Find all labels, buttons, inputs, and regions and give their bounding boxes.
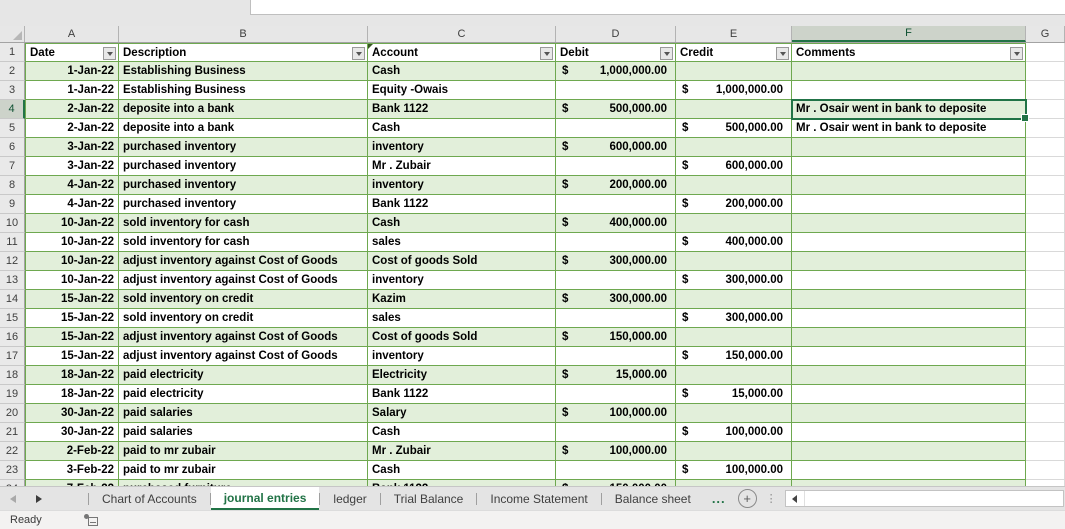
cell-F18[interactable] [792, 366, 1026, 385]
cell-G1[interactable] [1026, 43, 1065, 62]
debit-amount: 100,000.00 [609, 445, 667, 457]
sheet-tab-ledger[interactable]: ledger [333, 491, 367, 506]
cell-A9[interactable]: 4-Jan-22 [25, 195, 119, 214]
cell-F13[interactable] [792, 271, 1026, 290]
currency-symbol: $ [682, 274, 689, 286]
cell-D19[interactable] [556, 385, 676, 404]
cell-F11[interactable] [792, 233, 1026, 252]
cell-E4[interactable] [676, 100, 792, 119]
formula-bar-input[interactable] [250, 0, 1065, 15]
column-header-E[interactable]: E [676, 26, 792, 42]
cell-F6[interactable] [792, 138, 1026, 157]
sheet-tab-income-statement[interactable]: Income Statement [490, 491, 588, 506]
currency-symbol: $ [562, 331, 569, 343]
cell-G20[interactable] [1026, 404, 1065, 423]
cell-C10[interactable]: Cash [368, 214, 556, 233]
cell-B3[interactable]: Establishing Business [119, 81, 368, 100]
credit-amount: 100,000.00 [725, 426, 783, 438]
cell-F7[interactable] [792, 157, 1026, 176]
cell-E19[interactable] [676, 385, 792, 404]
cell-A12[interactable]: 10-Jan-22 [25, 252, 119, 271]
cell-D15[interactable] [556, 309, 676, 328]
cell-C14[interactable]: Kazim [368, 290, 556, 309]
filter-button-comments[interactable] [1010, 47, 1023, 60]
cell-A22[interactable]: 2-Feb-22 [25, 442, 119, 461]
debit-amount: 15,000.00 [615, 369, 667, 381]
cell-B7[interactable]: purchased inventory [119, 157, 368, 176]
cell-B1[interactable] [119, 43, 368, 62]
cell-A5[interactable]: 2-Jan-22 [25, 119, 119, 138]
cell-A17[interactable]: 15-Jan-22 [25, 347, 119, 366]
currency-symbol: $ [682, 198, 689, 210]
cell-B21[interactable]: paid salaries [119, 423, 368, 442]
cell-D16[interactable] [556, 328, 676, 347]
sheet-tab-journal-entries[interactable]: journal entries [211, 487, 320, 510]
cell-F5[interactable]: Mr . Osair went in bank to deposite [792, 119, 1026, 138]
filter-button-date[interactable] [103, 47, 116, 60]
scrollbar-left-arrow-icon[interactable] [786, 491, 805, 506]
column-header-strip [0, 26, 1065, 43]
cell-E14[interactable] [676, 290, 792, 309]
cell-A16[interactable]: 15-Jan-22 [25, 328, 119, 347]
debit-amount: 400,000.00 [609, 217, 667, 229]
cell-A23[interactable]: 3-Feb-22 [25, 461, 119, 480]
column-header-F[interactable]: F [792, 26, 1026, 42]
cell-D10[interactable] [556, 214, 676, 233]
filter-button-debit[interactable] [660, 47, 673, 60]
cell-G9[interactable] [1026, 195, 1065, 214]
cell-D7[interactable] [556, 157, 676, 176]
horizontal-scrollbar[interactable] [785, 490, 1064, 507]
column-header-A[interactable]: A [25, 26, 119, 42]
cell-D22[interactable] [556, 442, 676, 461]
cell-B16[interactable]: adjust inventory against Cost of Goods [119, 328, 368, 347]
cell-B23[interactable]: paid to mr zubair [119, 461, 368, 480]
header-label-comments: Comments [796, 46, 856, 59]
cell-A7[interactable]: 3-Jan-22 [25, 157, 119, 176]
status-bar [0, 510, 1065, 529]
cell-G22[interactable] [1026, 442, 1065, 461]
credit-amount: 500,000.00 [725, 122, 783, 134]
tab-scroll-left-button[interactable] [0, 487, 26, 510]
credit-amount: 400,000.00 [725, 236, 783, 248]
sheet-tab-chart-of-accounts[interactable]: Chart of Accounts [102, 491, 197, 506]
row-header-7[interactable]: 7 [0, 157, 25, 176]
cell-B12[interactable]: adjust inventory against Cost of Goods [119, 252, 368, 271]
cell-G21[interactable] [1026, 423, 1065, 442]
tab-scroll-right-icon [36, 495, 42, 503]
tab-scroll-left-icon [10, 495, 16, 503]
currency-symbol: $ [562, 65, 569, 77]
macro-record-button[interactable] [84, 514, 98, 526]
cell-B9[interactable]: purchased inventory [119, 195, 368, 214]
cell-F4[interactable]: Mr . Osair went in bank to deposite [792, 100, 1026, 119]
currency-symbol: $ [562, 255, 569, 267]
fill-handle[interactable] [1021, 114, 1029, 122]
cell-E21[interactable] [676, 423, 792, 442]
cell-E8[interactable] [676, 176, 792, 195]
cell-E16[interactable] [676, 328, 792, 347]
select-all-corner[interactable] [0, 26, 25, 42]
cell-D18[interactable] [556, 366, 676, 385]
cell-B2[interactable]: Establishing Business [119, 62, 368, 81]
formula-bar-area [0, 0, 1065, 26]
debit-amount: 1,000,000.00 [599, 65, 667, 77]
sheet-tab-bar [0, 486, 1065, 510]
cell-C4[interactable]: Bank 1122 [368, 100, 556, 119]
cell-C5[interactable]: Cash [368, 119, 556, 138]
cell-C3[interactable]: Equity -Owais [368, 81, 556, 100]
cell-E2[interactable] [676, 62, 792, 81]
currency-symbol: $ [682, 160, 689, 172]
cell-A3[interactable]: 1-Jan-22 [25, 81, 119, 100]
cell-A15[interactable]: 15-Jan-22 [25, 309, 119, 328]
cell-D23[interactable] [556, 461, 676, 480]
cell-D8[interactable] [556, 176, 676, 195]
row-header-8[interactable]: 8 [0, 176, 25, 195]
cell-D11[interactable] [556, 233, 676, 252]
cell-E23[interactable] [676, 461, 792, 480]
row-header-17[interactable]: 17 [0, 347, 25, 366]
row-header-13[interactable]: 13 [0, 271, 25, 290]
cell-F15[interactable] [792, 309, 1026, 328]
sheet-tab-trial-balance[interactable]: Trial Balance [393, 491, 464, 506]
cell-G12[interactable] [1026, 252, 1065, 271]
tab-spacer [52, 487, 88, 510]
row-header-11[interactable]: 11 [0, 233, 25, 252]
currency-symbol: $ [562, 407, 569, 419]
cell-B14[interactable]: sold inventory on credit [119, 290, 368, 309]
cell-F14[interactable] [792, 290, 1026, 309]
cell-B22[interactable]: paid to mr zubair [119, 442, 368, 461]
currency-symbol: $ [682, 84, 689, 96]
cell-C11[interactable]: sales [368, 233, 556, 252]
cell-B17[interactable]: adjust inventory against Cost of Goods [119, 347, 368, 366]
cell-F20[interactable] [792, 404, 1026, 423]
cell-F22[interactable] [792, 442, 1026, 461]
debit-amount: 150,000.00 [609, 331, 667, 343]
row-header-16[interactable]: 16 [0, 328, 25, 347]
cell-G19[interactable] [1026, 385, 1065, 404]
status-ready-label: Ready [10, 514, 42, 526]
cell-E9[interactable] [676, 195, 792, 214]
cell-E13[interactable] [676, 271, 792, 290]
cell-F1[interactable] [792, 43, 1026, 62]
currency-symbol: $ [562, 217, 569, 229]
cell-A19[interactable]: 18-Jan-22 [25, 385, 119, 404]
cell-A18[interactable]: 18-Jan-22 [25, 366, 119, 385]
cell-F8[interactable] [792, 176, 1026, 195]
tab-options-dots-icon: ⋮ [765, 493, 777, 505]
debit-amount: 200,000.00 [609, 179, 667, 191]
currency-symbol: $ [562, 179, 569, 191]
cell-C20[interactable]: Salary [368, 404, 556, 423]
spreadsheet-grid [0, 43, 1065, 486]
cell-E5[interactable] [676, 119, 792, 138]
cell-E6[interactable] [676, 138, 792, 157]
row-header-9[interactable]: 9 [0, 195, 25, 214]
cell-E12[interactable] [676, 252, 792, 271]
cell-G14[interactable] [1026, 290, 1065, 309]
cell-G2[interactable] [1026, 62, 1065, 81]
cell-B4[interactable]: deposite into a bank [119, 100, 368, 119]
row-header-21[interactable]: 21 [0, 423, 25, 442]
credit-amount: 100,000.00 [725, 464, 783, 476]
cell-C18[interactable]: Electricity [368, 366, 556, 385]
cell-F10[interactable] [792, 214, 1026, 233]
cell-F9[interactable] [792, 195, 1026, 214]
cell-F3[interactable] [792, 81, 1026, 100]
cell-A1[interactable] [25, 43, 119, 62]
debit-amount: 500,000.00 [609, 103, 667, 115]
cell-G3[interactable] [1026, 81, 1065, 100]
cell-B15[interactable]: sold inventory on credit [119, 309, 368, 328]
cell-A10[interactable]: 10-Jan-22 [25, 214, 119, 233]
cell-E17[interactable] [676, 347, 792, 366]
row-header-12[interactable]: 12 [0, 252, 25, 271]
row-header-4[interactable]: 4 [0, 100, 25, 119]
cell-G23[interactable] [1026, 461, 1065, 480]
cell-G10[interactable] [1026, 214, 1065, 233]
cell-E11[interactable] [676, 233, 792, 252]
cell-A13[interactable]: 10-Jan-22 [25, 271, 119, 290]
filter-button-account[interactable] [540, 47, 553, 60]
cell-F12[interactable] [792, 252, 1026, 271]
header-label-date: Date [30, 46, 55, 59]
currency-symbol: $ [562, 369, 569, 381]
cell-C21[interactable]: Cash [368, 423, 556, 442]
filter-button-description[interactable] [352, 47, 365, 60]
row-header-1[interactable]: 1 [0, 43, 25, 62]
currency-symbol: $ [682, 464, 689, 476]
cell-D14[interactable] [556, 290, 676, 309]
cell-C16[interactable]: Cost of goods Sold [368, 328, 556, 347]
filter-button-credit[interactable] [776, 47, 789, 60]
cell-E20[interactable] [676, 404, 792, 423]
currency-symbol: $ [562, 445, 569, 457]
cell-E10[interactable] [676, 214, 792, 233]
cell-D21[interactable] [556, 423, 676, 442]
cell-C12[interactable]: Cost of goods Sold [368, 252, 556, 271]
column-header-D[interactable]: D [556, 26, 676, 42]
cell-D2[interactable] [556, 62, 676, 81]
cell-D12[interactable] [556, 252, 676, 271]
cell-D6[interactable] [556, 138, 676, 157]
new-sheet-button[interactable]: + [738, 489, 757, 508]
tabs-container [88, 487, 704, 510]
cell-E15[interactable] [676, 309, 792, 328]
cell-C13[interactable]: inventory [368, 271, 556, 290]
header-label-account: Account [372, 46, 418, 59]
row-header-18[interactable]: 18 [0, 366, 25, 385]
cell-A21[interactable]: 30-Jan-22 [25, 423, 119, 442]
header-label-credit: Credit [680, 46, 714, 59]
row-header-23[interactable]: 23 [0, 461, 25, 480]
row-header-22[interactable]: 22 [0, 442, 25, 461]
row-header-5[interactable]: 5 [0, 119, 25, 138]
credit-amount: 300,000.00 [725, 312, 783, 324]
cell-F19[interactable] [792, 385, 1026, 404]
cell-G15[interactable] [1026, 309, 1065, 328]
cell-B11[interactable]: sold inventory for cash [119, 233, 368, 252]
cell-F21[interactable] [792, 423, 1026, 442]
row-header-6[interactable]: 6 [0, 138, 25, 157]
row-header-15[interactable]: 15 [0, 309, 25, 328]
cell-A4[interactable]: 2-Jan-22 [25, 100, 119, 119]
cell-B20[interactable]: paid salaries [119, 404, 368, 423]
cell-B10[interactable]: sold inventory for cash [119, 214, 368, 233]
credit-amount: 600,000.00 [725, 160, 783, 172]
cell-C1[interactable] [368, 43, 556, 62]
cell-E18[interactable] [676, 366, 792, 385]
cell-C22[interactable]: Mr . Zubair [368, 442, 556, 461]
column-header-C[interactable]: C [368, 26, 556, 42]
cell-C8[interactable]: inventory [368, 176, 556, 195]
sheet-tab-balance-sheet[interactable]: Balance sheet [614, 491, 691, 506]
cell-A11[interactable]: 10-Jan-22 [25, 233, 119, 252]
more-sheets-button[interactable]: ... [711, 491, 726, 506]
credit-amount: 1,000,000.00 [715, 84, 783, 96]
cell-C6[interactable]: inventory [368, 138, 556, 157]
cell-G6[interactable] [1026, 138, 1065, 157]
cell-D1[interactable] [556, 43, 676, 62]
currency-symbol: $ [562, 103, 569, 115]
cell-D5[interactable] [556, 119, 676, 138]
cell-C17[interactable]: inventory [368, 347, 556, 366]
currency-symbol: $ [682, 312, 689, 324]
cell-G11[interactable] [1026, 233, 1065, 252]
currency-symbol: $ [682, 122, 689, 134]
cell-D20[interactable] [556, 404, 676, 423]
cell-G5[interactable] [1026, 119, 1065, 138]
cell-B13[interactable]: adjust inventory against Cost of Goods [119, 271, 368, 290]
cell-F23[interactable] [792, 461, 1026, 480]
debit-amount: 100,000.00 [609, 407, 667, 419]
cell-D3[interactable] [556, 81, 676, 100]
cell-A14[interactable]: 15-Jan-22 [25, 290, 119, 309]
cell-flag-icon [368, 44, 373, 49]
credit-amount: 200,000.00 [725, 198, 783, 210]
debit-amount: 300,000.00 [609, 293, 667, 305]
row-header-2[interactable]: 2 [0, 62, 25, 81]
row-header-14[interactable]: 14 [0, 290, 25, 309]
cell-C19[interactable]: Bank 1122 [368, 385, 556, 404]
cell-D13[interactable] [556, 271, 676, 290]
cell-G16[interactable] [1026, 328, 1065, 347]
currency-symbol: $ [562, 293, 569, 305]
cell-F16[interactable] [792, 328, 1026, 347]
currency-symbol: $ [682, 350, 689, 362]
row-header-19[interactable]: 19 [0, 385, 25, 404]
cell-G13[interactable] [1026, 271, 1065, 290]
cell-C2[interactable]: Cash [368, 62, 556, 81]
currency-symbol: $ [682, 426, 689, 438]
cell-E1[interactable] [676, 43, 792, 62]
cell-B8[interactable]: purchased inventory [119, 176, 368, 195]
currency-symbol: $ [682, 388, 689, 400]
cell-G7[interactable] [1026, 157, 1065, 176]
column-header-G[interactable]: G [1026, 26, 1065, 42]
cell-A6[interactable]: 3-Jan-22 [25, 138, 119, 157]
cell-G4[interactable] [1026, 100, 1065, 119]
cell-C23[interactable]: Cash [368, 461, 556, 480]
header-label-description: Description [123, 46, 187, 59]
cell-D9[interactable] [556, 195, 676, 214]
row-header-20[interactable]: 20 [0, 404, 25, 423]
cell-E3[interactable] [676, 81, 792, 100]
cell-C15[interactable]: sales [368, 309, 556, 328]
column-header-B[interactable]: B [119, 26, 368, 42]
debit-amount: 600,000.00 [609, 141, 667, 153]
credit-amount: 15,000.00 [731, 388, 783, 400]
credit-amount: 150,000.00 [725, 350, 783, 362]
currency-symbol: $ [682, 236, 689, 248]
cell-A20[interactable]: 30-Jan-22 [25, 404, 119, 423]
cell-A8[interactable]: 4-Jan-22 [25, 176, 119, 195]
row-header-3[interactable]: 3 [0, 81, 25, 100]
tab-scroll-right-button[interactable] [26, 487, 52, 510]
cell-C9[interactable]: Bank 1122 [368, 195, 556, 214]
cell-B19[interactable]: paid electricity [119, 385, 368, 404]
cell-B6[interactable]: purchased inventory [119, 138, 368, 157]
currency-symbol: $ [562, 141, 569, 153]
cell-E22[interactable] [676, 442, 792, 461]
cell-C7[interactable]: Mr . Zubair [368, 157, 556, 176]
cell-G17[interactable] [1026, 347, 1065, 366]
cell-F17[interactable] [792, 347, 1026, 366]
row-header-10[interactable]: 10 [0, 214, 25, 233]
credit-amount: 300,000.00 [725, 274, 783, 286]
cell-A2[interactable]: 1-Jan-22 [25, 62, 119, 81]
cell-F2[interactable] [792, 62, 1026, 81]
cell-D4[interactable] [556, 100, 676, 119]
cell-E7[interactable] [676, 157, 792, 176]
cell-B18[interactable]: paid electricity [119, 366, 368, 385]
debit-amount: 300,000.00 [609, 255, 667, 267]
cell-G8[interactable] [1026, 176, 1065, 195]
header-label-debit: Debit [560, 46, 589, 59]
cell-B5[interactable]: deposite into a bank [119, 119, 368, 138]
cell-D17[interactable] [556, 347, 676, 366]
cell-G18[interactable] [1026, 366, 1065, 385]
